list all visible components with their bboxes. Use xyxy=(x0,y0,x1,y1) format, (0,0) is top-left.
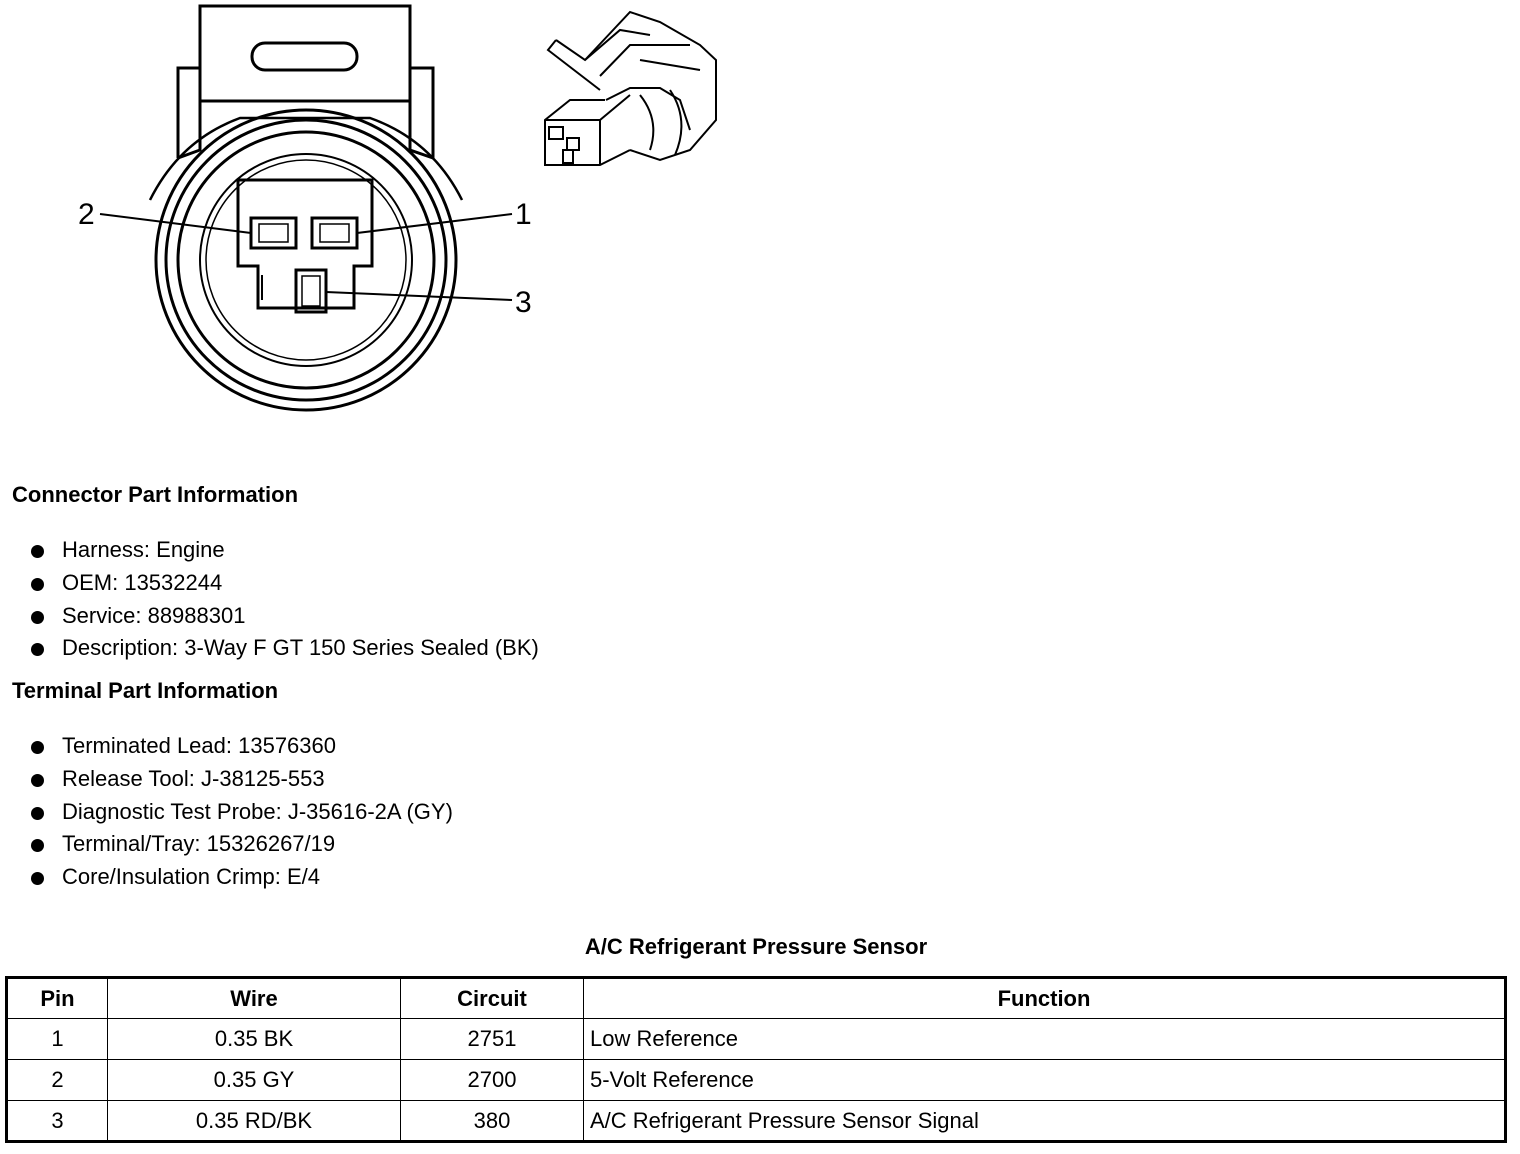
callout-3: 3 xyxy=(515,286,532,319)
terminal-2 xyxy=(251,218,296,248)
wire-cell: 0.35 RD/BK xyxy=(108,1101,401,1142)
header-pin: Pin xyxy=(7,978,108,1019)
table-row xyxy=(7,1019,1506,1060)
connector-info-list xyxy=(28,534,539,665)
list-item: Service: 88988301 xyxy=(28,600,539,633)
connector-diagram xyxy=(0,0,760,440)
table-row xyxy=(7,1060,1506,1101)
function-cell: A/C Refrigerant Pressure Sensor Signal xyxy=(584,1101,1506,1142)
header-wire: Wire xyxy=(108,978,401,1019)
bullet-icon xyxy=(31,643,44,656)
list-item: Core/Insulation Crimp: E/4 xyxy=(28,861,453,894)
connector-info-heading: Connector Part Information xyxy=(12,482,299,507)
bullet-icon xyxy=(31,872,44,885)
pin-cell: 3 xyxy=(7,1101,108,1142)
list-item: Terminated Lead: 13576360 xyxy=(28,730,453,763)
header-circuit: Circuit xyxy=(401,978,584,1019)
latch-slot xyxy=(252,43,357,70)
callout-2: 2 xyxy=(78,198,95,231)
wire-cell: 0.35 BK xyxy=(108,1019,401,1060)
bullet-icon xyxy=(31,545,44,558)
function-cell: 5-Volt Reference xyxy=(584,1060,1506,1101)
pin-cell: 1 xyxy=(7,1019,108,1060)
pin-table xyxy=(5,976,1507,1143)
terminal-info-heading: Terminal Part Information xyxy=(12,678,279,703)
terminal-info-list xyxy=(28,730,453,894)
bullet-icon xyxy=(31,741,44,754)
circuit-cell: 380 xyxy=(401,1101,584,1142)
terminal-cavity xyxy=(238,180,372,308)
list-item: Diagnostic Test Probe: J-35616-2A (GY) xyxy=(28,796,453,829)
connector-face-illustration xyxy=(0,0,760,440)
list-item: Description: 3-Way F GT 150 Series Sealed (BK) xyxy=(28,632,539,665)
wire-cell: 0.35 GY xyxy=(108,1060,401,1101)
list-item: Release Tool: J-38125-553 xyxy=(28,763,453,796)
circuit-cell: 2700 xyxy=(401,1060,584,1101)
connector-3d-view xyxy=(545,12,716,165)
latch-housing xyxy=(200,6,410,101)
table-title: A/C Refrigerant Pressure Sensor xyxy=(584,934,928,959)
bullet-icon xyxy=(31,839,44,852)
bullet-icon xyxy=(31,578,44,591)
bullet-icon xyxy=(31,807,44,820)
table-header-row xyxy=(7,978,1506,1019)
function-cell: Low Reference xyxy=(584,1019,1506,1060)
list-item: OEM: 13532244 xyxy=(28,567,539,600)
bullet-icon xyxy=(31,611,44,624)
list-item: Harness: Engine xyxy=(28,534,539,567)
callout-1: 1 xyxy=(515,198,532,231)
list-item: Terminal/Tray: 15326267/19 xyxy=(28,828,453,861)
pin-cell: 2 xyxy=(7,1060,108,1101)
header-function: Function xyxy=(584,978,1506,1019)
table-row xyxy=(7,1101,1506,1142)
circuit-cell: 2751 xyxy=(401,1019,584,1060)
latch-shoulders xyxy=(178,68,433,158)
bullet-icon xyxy=(31,774,44,787)
terminal-1 xyxy=(312,218,357,248)
